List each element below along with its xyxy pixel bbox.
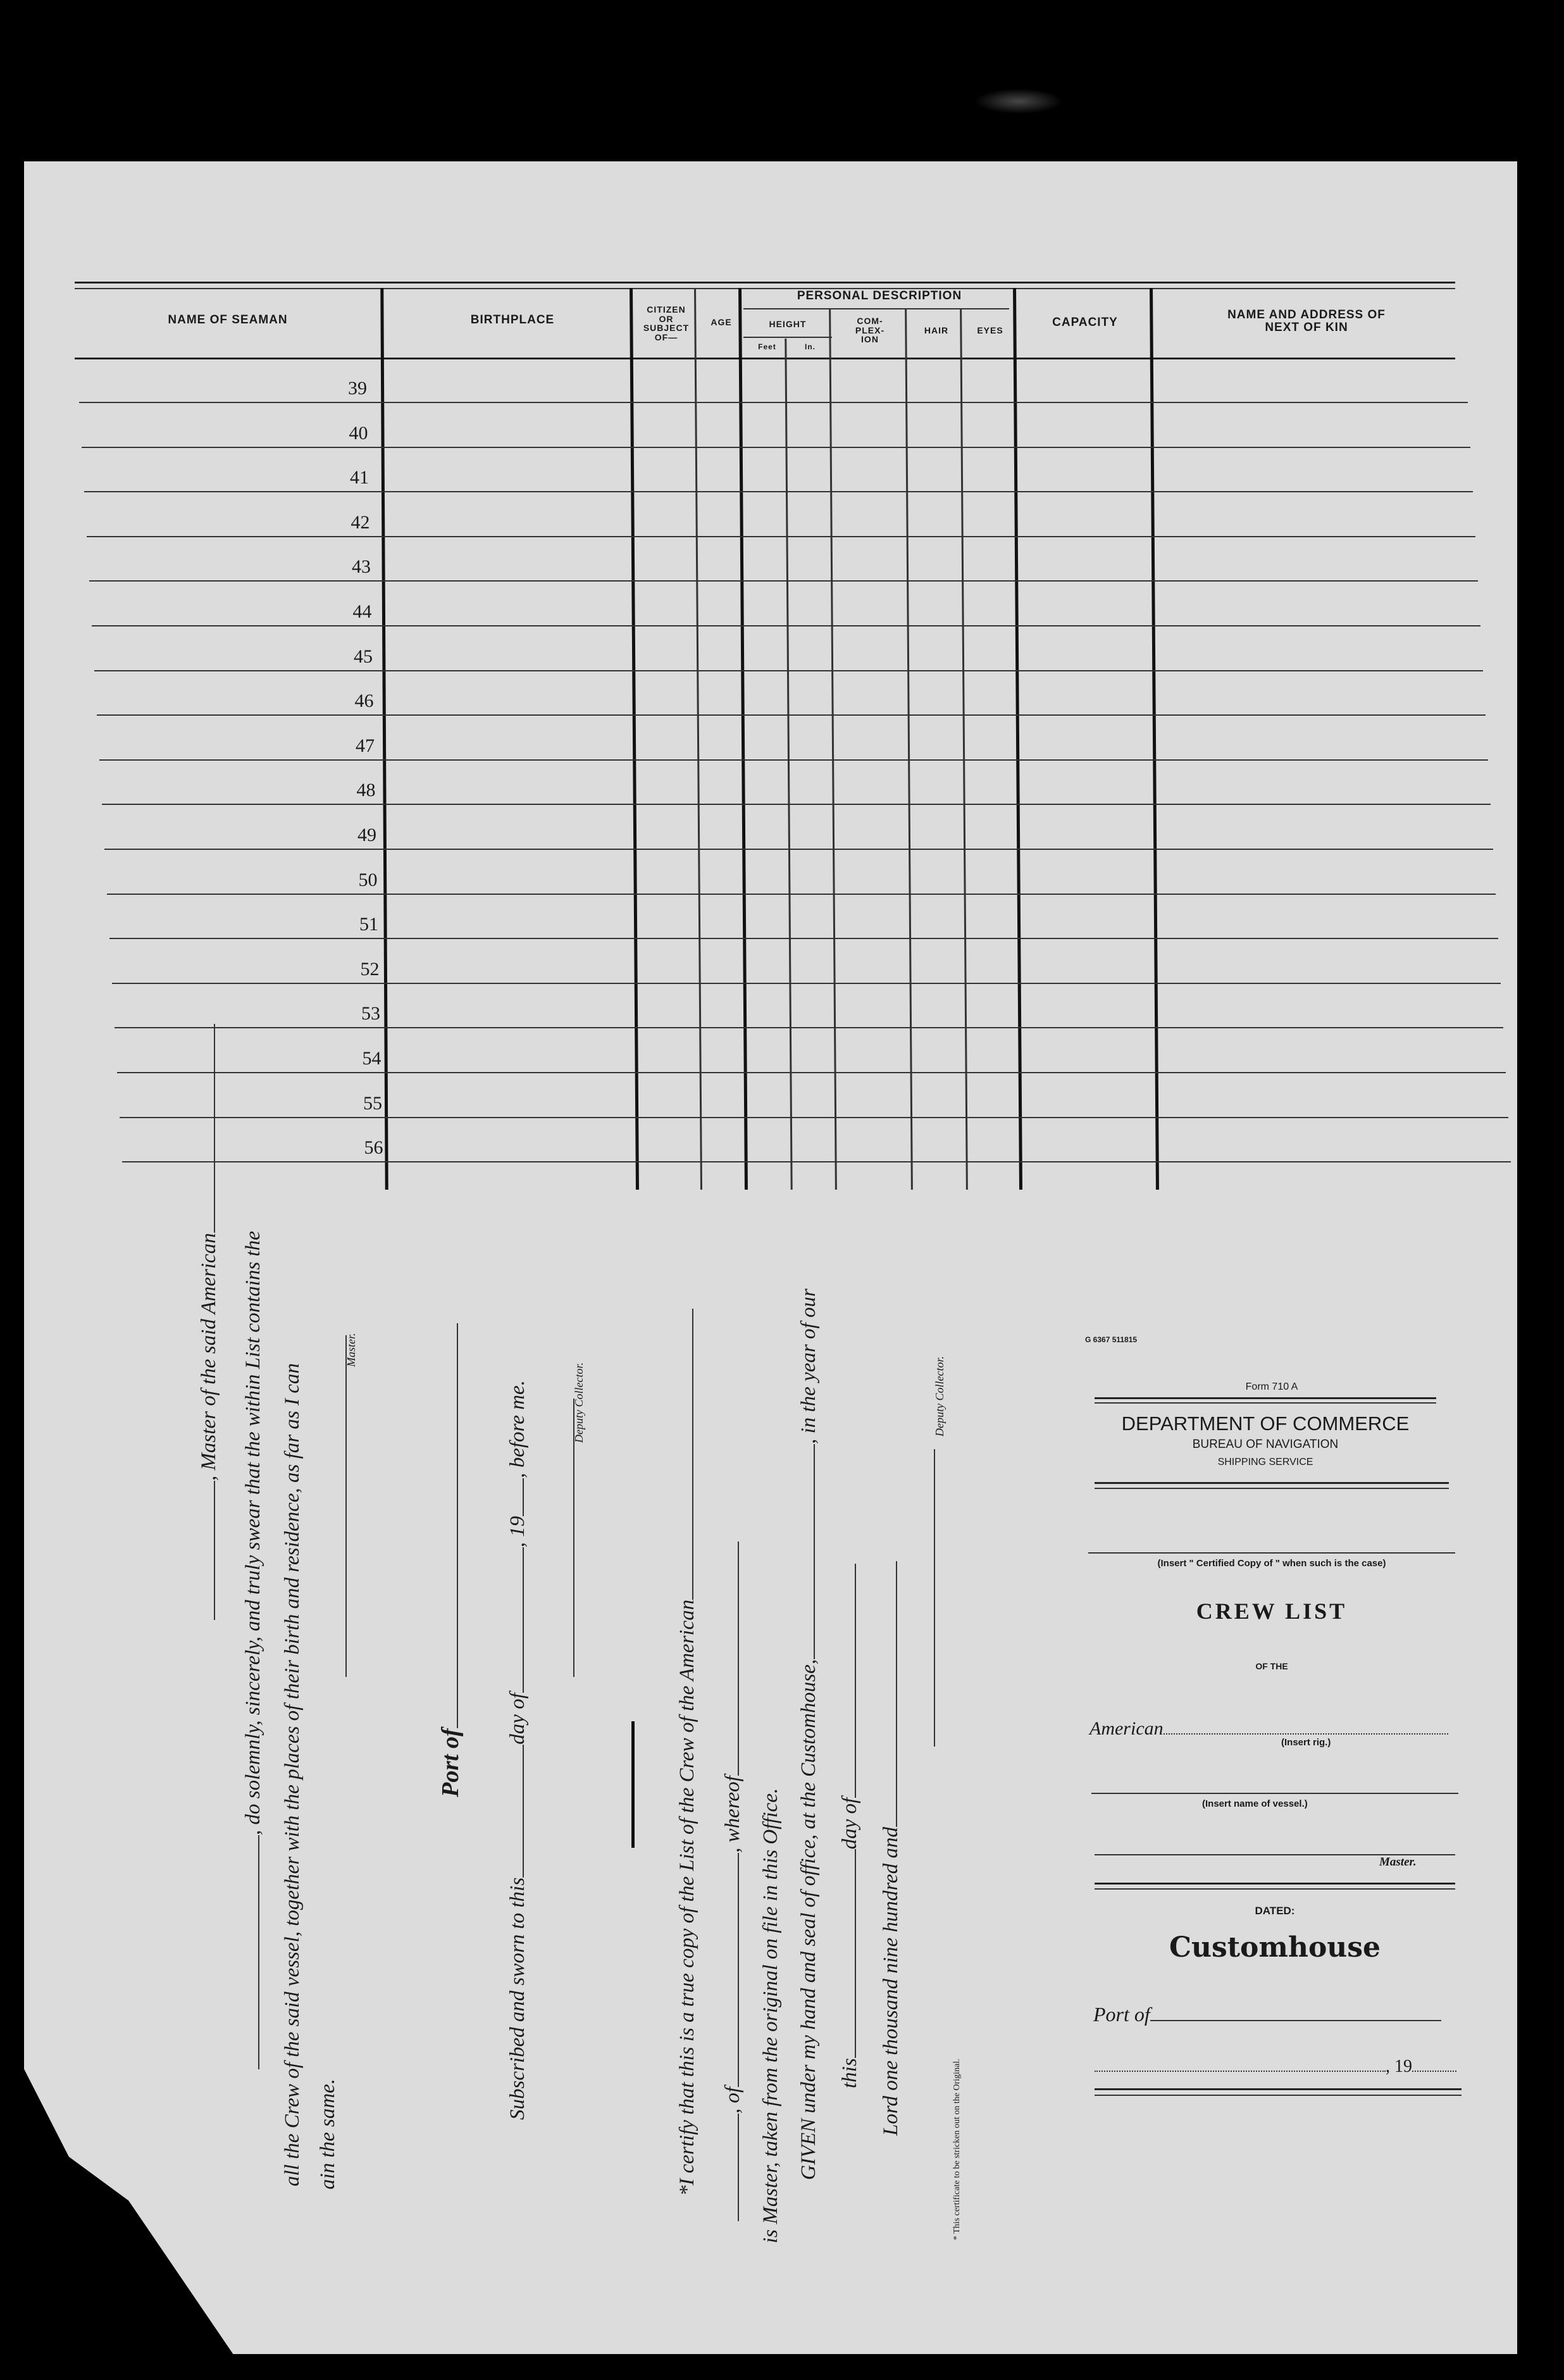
table-row-rule [99,759,1488,761]
table-row-rule [94,670,1483,671]
cover-rule-2-thin [1095,1488,1449,1489]
table-row-rule [84,491,1473,492]
bureau-title: BUREAU OF NAVIGATION [1192,1438,1339,1451]
certificate-line-4: GIVEN under my hand and seal of office, at the Customhouse,, in the year of our [797,1288,820,2180]
col-header-next-of-kin: NAME AND ADDRESS OF NEXT OF KIN [1227,308,1386,334]
certificate-deputy-signature [917,1449,941,1747]
table-row-number: 41 [350,467,369,488]
customhouse-title: Customhouse [1169,1931,1381,1964]
certificate-deputy-label: Deputy Collector. [933,1356,946,1436]
table-row-rule [112,983,1501,984]
vessel-name-line [1091,1793,1458,1794]
col-header-name-of-seaman: NAME OF SEAMAN [168,313,288,327]
dated-label: DATED: [1255,1905,1295,1917]
oath-subscribed-line: Subscribed and sworn to thisday of, 19, before me. [506,1380,529,2120]
col-header-hair: HAIR [924,325,949,335]
table-row-rule [117,1072,1506,1073]
department-title: DEPARTMENT OF COMMERCE [1121,1412,1410,1435]
master-label: Master. [1379,1855,1417,1869]
oath-line-2: , do solemnly, sincerely, and truly swear that the within List contains the [242,1231,265,2069]
table-row-rule [122,1161,1511,1162]
insert-vessel-note: (Insert name of vessel.) [1202,1798,1308,1809]
table-row-rule [102,804,1491,805]
certified-copy-note: (Insert " Certified Copy of " when such is the case) [1157,1558,1386,1569]
header-top-rule [75,282,1455,283]
table-row-rule [115,1027,1503,1028]
certificate-line-3: is Master, taken from the original on file in this Office. [759,1788,782,2243]
height-rule [743,337,832,338]
table-row-number: 53 [361,1003,380,1024]
oath-line-3: all the Crew of the said vessel, together with the places of their birth and residence, as far as I can [281,1363,304,2186]
table-row-rule [109,938,1498,939]
date-line: , 19 [1095,2057,1456,2077]
service-title: SHIPPING SERVICE [1217,1457,1313,1467]
col-header-age: AGE [711,317,732,327]
table-row-rule [107,894,1496,895]
oath-deputy-label: Deputy Collector. [573,1362,585,1443]
table-row-number: 49 [357,825,376,845]
cover-bottom-rule [1095,2088,1462,2090]
table-row-number: 48 [356,780,376,801]
header-bottom-rule [75,358,1455,359]
table-row-rule [87,536,1475,537]
table-row-number: 47 [356,735,375,756]
header-top-rule-thin [75,288,1455,289]
col-header-inches: In. [805,342,816,351]
col-header-height: HEIGHT [769,319,807,329]
certified-copy-line [1088,1552,1455,1554]
col-header-citizen: CITIZEN OR SUBJECT OF— [643,304,690,343]
table-row-number: 56 [364,1137,383,1158]
certificate-line-6: Lord one thousand nine hundred and [879,1561,903,2136]
insert-rig-note: (Insert rig.) [1281,1737,1331,1748]
oath-master-label: Master. [345,1333,357,1367]
col-header-eyes: EYES [977,325,1003,335]
table-row-number: 51 [359,914,378,935]
table-row-number: 39 [348,378,367,399]
table-row-rule [92,625,1480,626]
certificate-line-5: thisday of [838,1564,862,2088]
cover-rule-3-thin [1095,1888,1455,1890]
table-row-number: 42 [351,512,370,533]
of-the-label: OF THE [1255,1661,1288,1671]
form-number: Form 710 A [1245,1381,1298,1392]
table-row-rule [120,1117,1508,1118]
cover-top-rule-thin [1095,1402,1436,1404]
crew-list-title: CREW LIST [1196,1598,1348,1624]
table-row-number: 54 [362,1048,382,1069]
port-of-label: Port of [1093,2003,1441,2026]
oath-master-signature [329,1335,352,1677]
print-code: G 6367 511815 [1085,1335,1138,1344]
table-row-number: 43 [352,556,371,577]
cover-bottom-rule-thin [1095,2095,1462,2096]
table-row-rule [97,714,1486,716]
certificate-line-1: *I certify that this is a true copy of the List of the Crew of the American [676,1309,699,2196]
cover-rule-2 [1095,1482,1449,1484]
table-row-number: 44 [352,601,372,622]
cover-rule-3 [1095,1883,1455,1885]
oath-port-of: Port of [437,1323,464,1797]
col-header-personal-description: PERSONAL DESCRIPTION [797,289,962,302]
col-header-capacity: CAPACITY [1052,316,1118,329]
oath-divider [631,1721,635,1848]
certificate-footnote: * This certificate to be stricken out on the Original. [952,2059,962,2240]
col-header-feet: Feet [758,342,776,351]
scan-smudge [974,89,1063,114]
table-row-number: 40 [349,423,368,444]
certificate-line-2: , of, whereof [721,1542,745,2221]
oath-line-4: ain the same. [316,2078,339,2190]
table-row-rule [82,447,1470,448]
personal-description-rule [743,308,1009,309]
american-label: American [1089,1718,1448,1740]
col-header-complexion: COM- PLEX- ION [855,316,885,345]
table-row-number: 52 [360,959,380,980]
table-row-rule [89,580,1478,582]
table-row-number: 55 [363,1093,382,1114]
table-row-rule [104,849,1493,850]
cover-top-rule [1095,1397,1436,1399]
table-row-rule [79,402,1468,403]
table-row-number: 46 [354,690,374,711]
oath-line-1: , Master of the said American [197,1024,221,1620]
table-row-number: 50 [358,869,378,890]
table-row-number: 45 [354,646,373,667]
col-header-birthplace: BIRTHPLACE [470,313,555,327]
